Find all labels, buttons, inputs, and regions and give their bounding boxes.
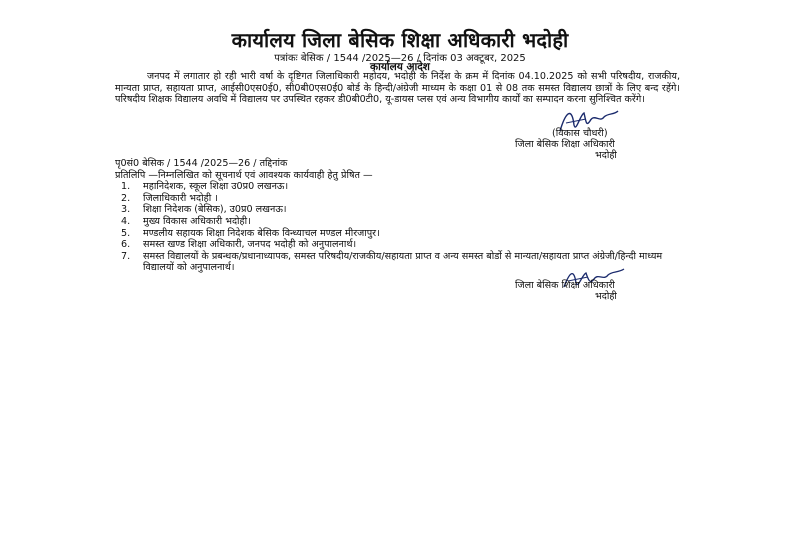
- list-item: 4. मुख्य विकास अधिकारी भदोही।: [121, 215, 251, 227]
- list-item: 1. महानिदेशक, स्कूल शिक्षा उ0प्र0 लखनऊ।: [121, 181, 289, 193]
- copy-reference-line: पृ0सं0 बेसिक / 1544 /2025—26 / तद्दिनांक: [115, 158, 288, 169]
- list-item: 7. समस्त विद्यालयों के प्रबन्धक/प्रधानाध्यापक, समस्त परिषदीय/राजकीय/सहायता प्राप्त व अन्य समस्त बोर्डो से मान्यता/सहायता प्राप्त अंग्रेजी/हिन्दी माध्यम विद्यालयों को अनुपालनार्थ।: [121, 250, 663, 274]
- order-body: [115, 71, 680, 106]
- list-item: 2. जिलाधिकारी भदोही ।: [121, 192, 218, 204]
- letter-reference-line: पत्रांकः बेसिक / 1544 /2025—26 / दिनांक 03 अक्टूबर, 2025: [274, 53, 526, 64]
- copy-intro: प्रतिलिपि —निम्नलिखित को सूचनार्थ एवं आवश्यक कार्यवाही हेतु प्रेषित —: [115, 169, 373, 181]
- signature-block-2: [515, 280, 617, 302]
- list-item: 5. मण्डलीय सहायक शिक्षा निदेशक बेसिक विन्ध्याचल मण्डल मीरजापुर।: [121, 227, 380, 239]
- order-paragraph: जनपद में लगातार हो रही भारी वर्षा के दृष्टिगत जिलाधिकारी महोदय, भदोही के निर्देश के क्रम में दिनांक 04.10.2025 को सभी परिषदीय, राजकीय, मान्यता प्राप्त, सहायता प्राप्त, आईसी0एस0ई0, सी0बी0एस0ई0 बोर्ड के हिन्दी/अंग्रेजी माध्यम के कक्षा 01 से 08 तक समस्त विद्यालय छात्रों के लिए बन्द रहेंगे। परिषदीय शिक्षक विद्यालय अवधि में विद्यालय पर उपस्थित रहकर डी0बी0टी0, यू-डायस प्लस एवं अन्य विभागीय कार्यों का सम्पादन करना सुनिश्चित करेंगे।: [115, 71, 680, 106]
- officer-name: (विकास चौधरी): [552, 128, 608, 139]
- officer-designation: जिला बेसिक शिक्षा अधिकारी: [515, 280, 615, 291]
- officer-place: भदोही: [595, 291, 617, 303]
- officer-place: भदोही: [595, 150, 617, 162]
- office-title: कार्यालय जिला बेसिक शिक्षा अधिकारी भदोही: [231, 28, 569, 52]
- list-item: 6. समस्त खण्ड शिक्षा अधिकारी, जनपद भदोही को अनुपालनार्थ।: [121, 239, 357, 251]
- officer-designation: जिला बेसिक शिक्षा अधिकारी: [515, 139, 615, 151]
- signature-block-1: [515, 128, 617, 162]
- copy-list: [115, 181, 690, 274]
- list-item: 3. शिक्षा निदेशक (बेसिक), उ0प्र0 लखनऊ।: [121, 204, 287, 216]
- copy-section: [115, 158, 690, 274]
- order-heading: कार्यालय आदेश: [370, 61, 430, 73]
